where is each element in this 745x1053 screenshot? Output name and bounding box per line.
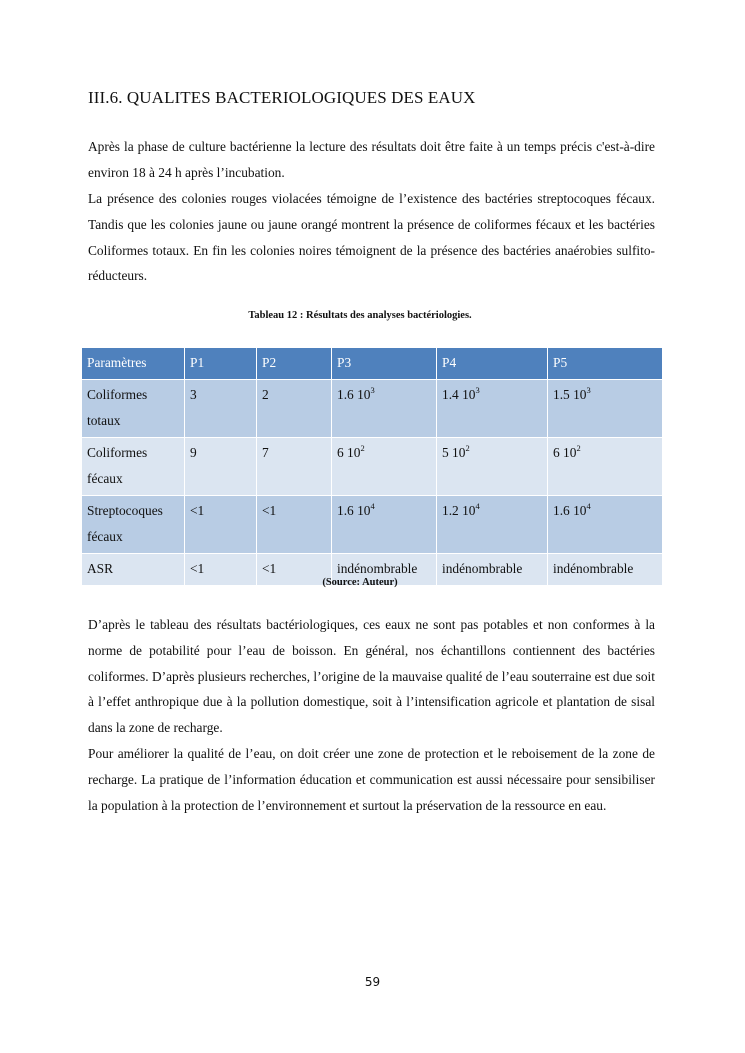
param-cell: Coliformes totaux <box>82 380 185 438</box>
param-cell: Coliformes fécaux <box>82 438 185 496</box>
value-cell: 1.6 $10^4$ <box>332 496 437 554</box>
table-row <box>82 496 663 554</box>
value-cell: 2 <box>257 380 332 438</box>
table-row <box>82 380 663 438</box>
value-cell: 9 <box>185 438 257 496</box>
page-number: 59 <box>364 975 381 989</box>
header-cell: P5 <box>548 348 663 380</box>
intro-paragraph: Après la phase de culture bactérienne la lecture des résultats doit être faite à un temps précis c'est-à-dire environ 18 à 24 h après l’incubation. <box>88 139 655 180</box>
header-cell: P1 <box>185 348 257 380</box>
param-cell: Streptocoques fécaux <box>82 496 185 554</box>
value-cell: 3 <box>185 380 257 438</box>
param-cell: ASR <box>82 554 185 586</box>
value-cell: 1.2 $10^4$ <box>437 496 548 554</box>
source-note: (Source: Auteur) <box>322 577 398 588</box>
value-cell: 6 $10^2$ <box>548 438 663 496</box>
value-cell: indénombrable <box>548 554 663 586</box>
section-title: III.6. QUALITES BACTERIOLOGIQUES DES EAUX <box>88 88 476 107</box>
value-cell: <1 <box>257 496 332 554</box>
table-header-row <box>82 348 663 380</box>
value-cell: 7 <box>257 438 332 496</box>
header-cell: P3 <box>332 348 437 380</box>
value-cell: 6 $10^2$ <box>332 438 437 496</box>
analysis-paragraph: D’après le tableau des résultats bactériologiques, ces eaux ne sont pas potables et non conformes à la norme de potabilité pour l’eau de boisson. En général, nos échantillons contiennent des bactéries coliformes. D’après plusieurs recherches, l’origine de la mauvaise qualité de l’eau souterraine est due soit à l’effet anthropique due à la pollution domestique, soit à l’intensification agricole et plantation de sisal dans la zone de recharge. <box>88 617 655 736</box>
table-row <box>82 438 663 496</box>
value-cell: <1 <box>185 496 257 554</box>
colonies-paragraph: La présence des colonies rouges violacées témoigne de l’existence des bactéries streptocoques fécaux. Tandis que les colonies jaune ou jaune orangé montrent la présence de coliformes fécaux et les bactéries Coliformes totaux. En fin les colonies noires témoignent de la présence des bactéries anaérobies sulfito-réducteurs. <box>88 191 655 284</box>
header-cell: P4 <box>437 348 548 380</box>
value-cell: indénombrable <box>437 554 548 586</box>
header-cell: P2 <box>257 348 332 380</box>
results-table <box>81 347 663 586</box>
value-cell: <1 <box>185 554 257 586</box>
value-cell: <1 <box>257 554 332 586</box>
value-cell: 1.5 $10^3$ <box>548 380 663 438</box>
value-cell: 1.6 $10^4$ <box>548 496 663 554</box>
value-cell: indénombrable <box>332 554 437 586</box>
value-cell: 1.4 $10^3$ <box>437 380 548 438</box>
value-cell: 5 $10^2$ <box>437 438 548 496</box>
table-caption: Tableau 12 : Résultats des analyses bactériologies. <box>248 310 472 321</box>
recommendation-paragraph: Pour améliorer la qualité de l’eau, on doit créer une zone de protection et le reboisement de la zone de recharge. La pratique de l’information éducation et communication est aussi nécessaire pour sensibiliser la population à la protection de l’environnement et surtout la préservation de la ressource en eau. <box>88 746 655 813</box>
value-cell: 1.6 $10^3$ <box>332 380 437 438</box>
header-cell: Paramètres <box>82 348 185 380</box>
